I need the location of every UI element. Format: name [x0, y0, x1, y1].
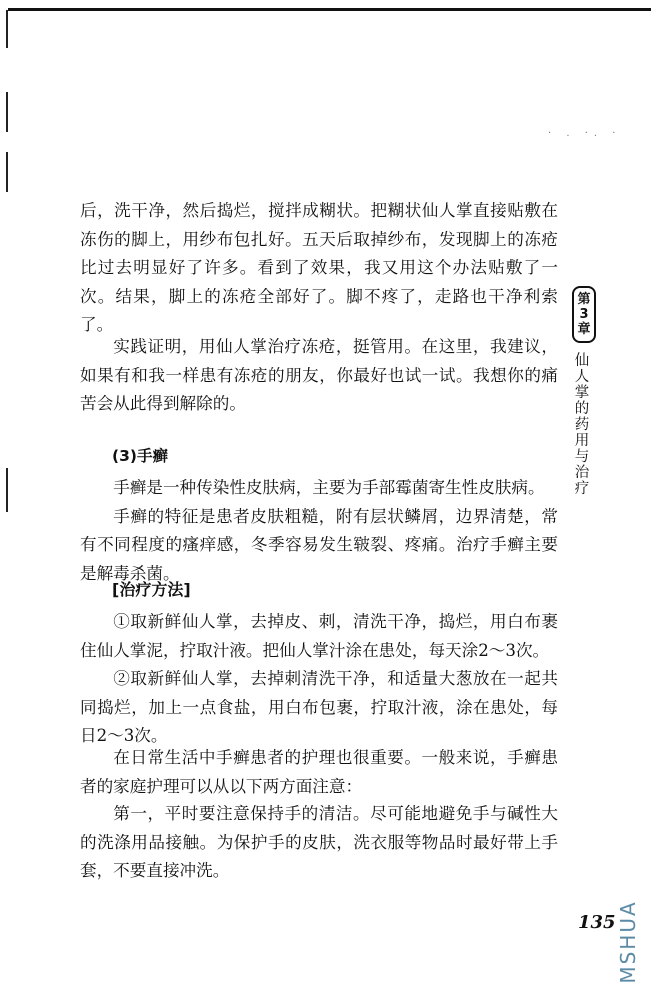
paragraph-text: ①取新鲜仙人掌，去掉皮、刺，清洗干净，捣烂，用白布裹住仙人掌泥，拧取汁液。把仙人掌汁涂在患处，每天涂2～3次。 — [80, 612, 558, 660]
paragraph-care-first — [80, 800, 558, 886]
paragraph-text: 手癣的特征是患者皮肤粗糙，附有层状鳞屑，边界清楚，常有不同程度的瘙痒感，冬季容易发生皲裂、疼痛。治疗手癣主要是解毒杀菌。 — [80, 506, 558, 583]
margin-mark — [6, 10, 8, 48]
treatment-method-label: [治疗方法] — [112, 580, 191, 599]
paragraph-tinea-description — [80, 474, 558, 588]
paragraph-text: 实践证明，用仙人掌治疗冻疮，挺管用。在这里，我建议，如果有和我一样患有冻疮的朋友，你最好也试一试。我想你的痛苦会从此得到解除的。 — [80, 337, 558, 413]
section-heading: (3)手癣 — [112, 447, 168, 465]
scan-specks: · . ·. · — [548, 128, 622, 139]
paragraph-conclusion — [80, 333, 558, 419]
treatment-step-1 — [80, 608, 558, 665]
chapter-title: 仙人掌的药用与治疗 — [574, 353, 590, 497]
watermark — [613, 885, 640, 995]
margin-mark — [6, 468, 8, 512]
paragraph-care — [80, 744, 558, 801]
paragraph-text: 手癣是一种传染性皮肤病，主要为手部霉菌寄生性皮肤病。 — [113, 478, 545, 497]
page-number: 135 — [578, 912, 616, 933]
watermark-text: MSHUA — [616, 900, 640, 984]
paragraph-text: 第一，平时要注意保持手的清洁。尽可能地避免手与碱性大的洗涤用品接触。为保护手的皮肤，洗衣服等物品时最好带上手套，不要直接冲洗。 — [80, 804, 558, 880]
margin-mark — [6, 92, 8, 132]
paragraph-text: 在日常生活中手癣患者的护理也很重要。一般来说，手癣患者的家庭护理可以从以下两方面注意： — [80, 748, 558, 796]
chapter-tab — [572, 286, 596, 497]
paragraph-frostbite-result: 后，洗干净，然后捣烂，搅拌成糊状。把糊状仙人掌直接贴敷在冻伤的脚上，用纱布包扎好。五天后取掉纱布，发现脚上的冻疮比过去明显好了许多。看到了效果，我又用这个办法贴敷了一次。结果，脚上的冻疮全部好了。脚不疼了，走路也干净利索了。 — [80, 201, 558, 334]
treatment-step-2 — [80, 665, 558, 751]
top-rule — [8, 8, 651, 11]
chapter-number-badge: 第3章 — [572, 286, 596, 343]
paragraph-text: ②取新鲜仙人掌，去掉刺清洗干净，和适量大葱放在一起共同捣烂，加上一点食盐，用白布包裹，拧取汁液，涂在患处，每日2～3次。 — [80, 669, 558, 745]
margin-mark — [6, 152, 8, 192]
